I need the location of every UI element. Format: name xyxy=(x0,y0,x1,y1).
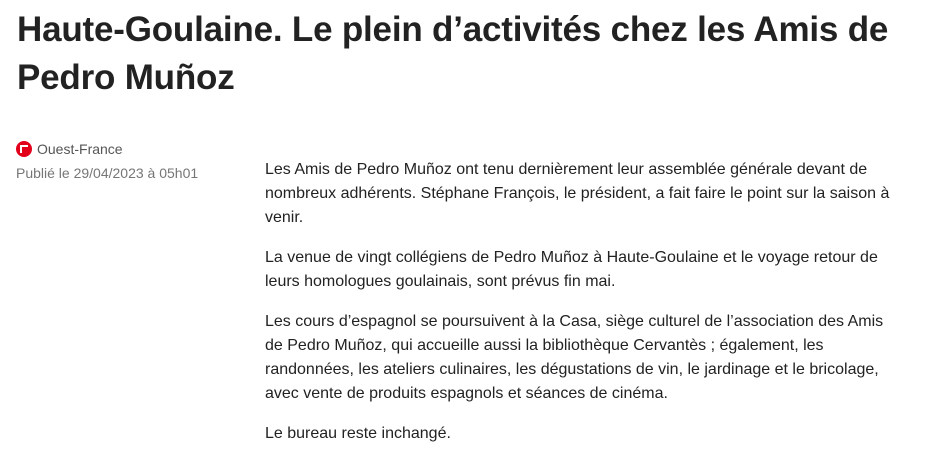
source-name[interactable]: Ouest-France xyxy=(37,141,123,157)
article-paragraph: Les Amis de Pedro Muñoz ont tenu dernièrement leur assemblée générale devant de nombreux adhérents. Stéphane François, le président, a fait faire le point sur la saison à venir. xyxy=(265,161,890,226)
ouest-france-logo-icon xyxy=(16,141,32,157)
article-paragraph: Les cours d’espagnol se poursuivent à la Casa, siège culturel de l’association des Amis de Pedro Muñoz, qui accueille aussi la bibliothèque Cervantès ; également, les randonnées, les ateliers culinaires, les dégustations de vin, le jardinage et le bricolage, avec vente de produits espagnols et séances de cinéma. xyxy=(265,313,884,402)
source-link[interactable] xyxy=(16,139,246,159)
article-title: Haute-Goulaine. Le plein d’activités chez les Amis de Pedro Muñoz xyxy=(17,10,889,97)
article-paragraph: La venue de vingt collégiens de Pedro Muñoz à Haute-Goulaine et le voyage retour de leurs homologues goulainais, sont prévus fin mai. xyxy=(265,249,878,290)
article-paragraph: Le bureau reste inchangé. xyxy=(265,425,451,442)
article-body xyxy=(265,158,890,462)
publish-date: Publié le 29/04/2023 à 05h01 xyxy=(16,165,199,181)
article-meta xyxy=(16,139,246,183)
